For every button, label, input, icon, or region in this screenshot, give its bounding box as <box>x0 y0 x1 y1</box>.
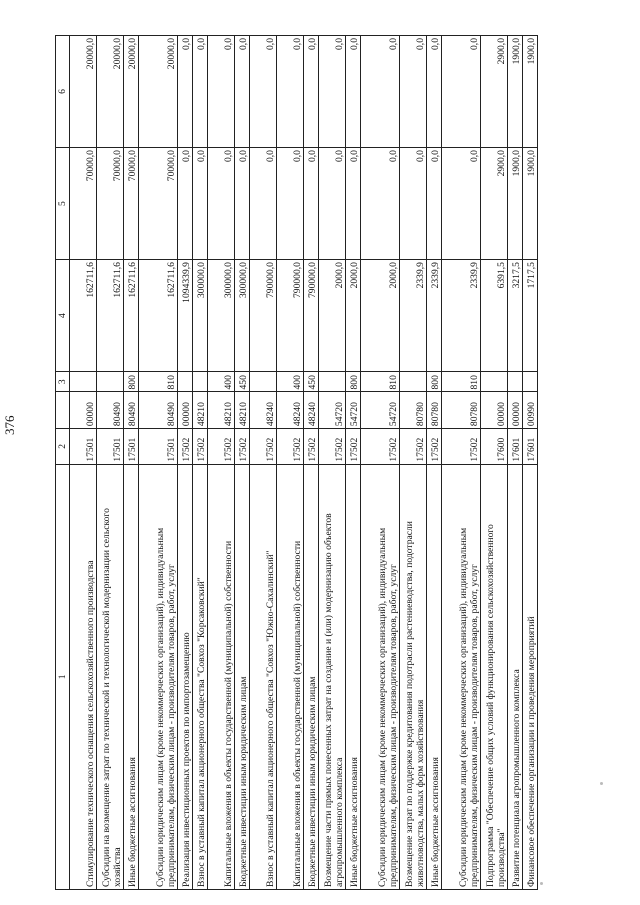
amount-col4-cell: 1717,5 <box>523 260 538 372</box>
row-name-cell: Субсидии юридическим лицам (кроме некоммерческих организаций), индивидуальным предпринимателям, физическим лицам - производителям товаров, работ, услуг <box>361 464 400 889</box>
expense-type-cell <box>193 372 208 392</box>
expense-type-cell: 450 <box>304 372 319 392</box>
row-name-cell: Стимулирование технического оснащения сельскохозяйственного производства <box>70 464 97 889</box>
amount-col6-cell: 0,0 <box>277 36 304 148</box>
row-name-cell: Субсидии на возмещение затрат по технической и технологической модернизации сельского хозяйства <box>97 464 124 889</box>
table-row <box>193 36 208 890</box>
program-code-cell: 17502 <box>427 429 442 465</box>
amount-col6-cell: 0,0 <box>346 36 361 148</box>
amount-col5-cell: 0,0 <box>442 148 481 260</box>
row-name-cell: Возмещение части прямых понесенных затрат на создание и (или) модернизацию объектов агропромышленного комплекса <box>319 464 346 889</box>
expense-type-cell <box>523 372 538 392</box>
row-name-cell: Субсидии юридическим лицам (кроме некоммерческих организаций), индивидуальным предпринимателям, физическим лицам - производителям товаров, работ, услуг <box>139 464 178 889</box>
amount-col4-cell: 300000,0 <box>208 260 235 372</box>
header-row <box>56 36 70 890</box>
amount-col4-cell: 2000,0 <box>361 260 400 372</box>
row-name-cell: Иные бюджетные ассигнования <box>124 464 139 889</box>
direction-code-cell: 48210 <box>235 392 250 429</box>
amount-col6-cell: 0,0 <box>178 36 193 148</box>
direction-code-cell: 54720 <box>319 392 346 429</box>
direction-code-cell: 54720 <box>361 392 400 429</box>
expense-type-cell <box>70 372 97 392</box>
amount-col6-cell: 1900,0 <box>523 36 538 148</box>
expense-type-cell <box>400 372 427 392</box>
row-name-cell: Возмещение затрат по поддержке кредитования подотрасли растениеводства, подотрасли животноводства, малых форм хозяйствования <box>400 464 427 889</box>
table-row <box>70 36 97 890</box>
header-cell: 5 <box>56 148 70 260</box>
program-code-cell: 17502 <box>442 429 481 465</box>
row-name-cell: Взнос в уставный капитал акционерного общества "Совхоз "Корсаковский" <box>193 464 208 889</box>
program-code-cell: 17502 <box>400 429 427 465</box>
table-row <box>277 36 304 890</box>
direction-code-cell: 00000 <box>70 392 97 429</box>
amount-col5-cell: 0,0 <box>400 148 427 260</box>
table-row <box>139 36 178 890</box>
amount-col5-cell: 0,0 <box>193 148 208 260</box>
amount-col6-cell: 0,0 <box>442 36 481 148</box>
amount-col4-cell: 790000,0 <box>277 260 304 372</box>
expense-type-cell: 400 <box>277 372 304 392</box>
row-name-cell: Субсидии юридическим лицам (кроме некоммерческих организаций), индивидуальным предпринимателям, физическим лицам - производителям товаров, работ, услуг <box>442 464 481 889</box>
amount-col4-cell: 1094339,9 <box>178 260 193 372</box>
direction-code-cell: 80780 <box>400 392 427 429</box>
table-row <box>235 36 250 890</box>
header-cell: 6 <box>56 36 70 148</box>
header-cell: 3 <box>56 372 70 392</box>
program-code-cell: 17600 <box>481 429 508 465</box>
table-row <box>481 36 508 890</box>
direction-code-cell: 80780 <box>442 392 481 429</box>
table-row <box>400 36 427 890</box>
amount-col6-cell: 1900,0 <box>508 36 523 148</box>
amount-col6-cell: 0,0 <box>193 36 208 148</box>
direction-code-cell: 54720 <box>346 392 361 429</box>
amount-col4-cell: 790000,0 <box>304 260 319 372</box>
amount-col5-cell: 0,0 <box>427 148 442 260</box>
expense-type-cell: 800 <box>124 372 139 392</box>
amount-col6-cell: 0,0 <box>208 36 235 148</box>
row-name-cell: Иные бюджетные ассигнования <box>427 464 442 889</box>
amount-col4-cell: 3217,5 <box>508 260 523 372</box>
amount-col5-cell: 2900,0 <box>481 148 508 260</box>
scan-speck <box>540 882 543 885</box>
amount-col4-cell: 162711,6 <box>139 260 178 372</box>
header-cell: 4 <box>56 260 70 372</box>
table-row <box>442 36 481 890</box>
row-name-cell: Подпрограмма "Обеспечение общих условий функционирования сельскохозяйственного производства" <box>481 464 508 889</box>
page-number: 376 <box>2 415 17 435</box>
amount-col6-cell: 0,0 <box>400 36 427 148</box>
table-row <box>508 36 523 890</box>
table-row <box>319 36 346 890</box>
table-row <box>208 36 235 890</box>
budget-table <box>55 35 538 890</box>
amount-col5-cell: 0,0 <box>178 148 193 260</box>
program-code-cell: 17502 <box>193 429 208 465</box>
amount-col5-cell: 1900,0 <box>523 148 538 260</box>
expense-type-cell: 800 <box>427 372 442 392</box>
expense-type-cell <box>508 372 523 392</box>
amount-col4-cell: 162711,6 <box>70 260 97 372</box>
table-row <box>346 36 361 890</box>
expense-type-cell <box>97 372 124 392</box>
amount-col5-cell: 70000,0 <box>139 148 178 260</box>
program-code-cell: 17502 <box>178 429 193 465</box>
expense-type-cell: 810 <box>139 372 178 392</box>
amount-col4-cell: 2339,9 <box>427 260 442 372</box>
amount-col6-cell: 20000,0 <box>124 36 139 148</box>
amount-col5-cell: 0,0 <box>361 148 400 260</box>
row-name-cell: Взнос в уставный капитал акционерного общества "Совхоз "Южно-Сахалинский" <box>250 464 277 889</box>
expense-type-cell: 400 <box>208 372 235 392</box>
program-code-cell: 17502 <box>250 429 277 465</box>
row-name-cell: Капитальные вложения в объекты государственной (муниципальной) собственности <box>208 464 235 889</box>
direction-code-cell: 80780 <box>427 392 442 429</box>
program-code-cell: 17501 <box>124 429 139 465</box>
program-code-cell: 17502 <box>361 429 400 465</box>
row-name-cell: Финансовое обеспечение организации и проведения мероприятий <box>523 464 538 889</box>
amount-col4-cell: 790000,0 <box>250 260 277 372</box>
amount-col5-cell: 0,0 <box>304 148 319 260</box>
table-row <box>523 36 538 890</box>
amount-col5-cell: 0,0 <box>250 148 277 260</box>
amount-col5-cell: 1900,0 <box>508 148 523 260</box>
amount-col6-cell: 20000,0 <box>97 36 124 148</box>
program-code-cell: 17502 <box>208 429 235 465</box>
amount-col6-cell: 20000,0 <box>139 36 178 148</box>
table-row <box>361 36 400 890</box>
amount-col6-cell: 0,0 <box>304 36 319 148</box>
table-row <box>97 36 124 890</box>
amount-col4-cell: 2339,9 <box>442 260 481 372</box>
program-code-cell: 17502 <box>277 429 304 465</box>
program-code-cell: 17601 <box>523 429 538 465</box>
amount-col4-cell: 6391,5 <box>481 260 508 372</box>
amount-col6-cell: 0,0 <box>361 36 400 148</box>
amount-col6-cell: 2900,0 <box>481 36 508 148</box>
direction-code-cell: 00000 <box>481 392 508 429</box>
amount-col5-cell: 0,0 <box>346 148 361 260</box>
direction-code-cell: 48240 <box>304 392 319 429</box>
direction-code-cell: 80490 <box>124 392 139 429</box>
direction-code-cell: 48210 <box>208 392 235 429</box>
program-code-cell: 17501 <box>139 429 178 465</box>
direction-code-cell: 80490 <box>97 392 124 429</box>
amount-col4-cell: 162711,6 <box>97 260 124 372</box>
expense-type-cell: 450 <box>235 372 250 392</box>
direction-code-cell: 48240 <box>277 392 304 429</box>
row-name-cell: Бюджетные инвестиции иным юридическим лицам <box>304 464 319 889</box>
program-code-cell: 17502 <box>304 429 319 465</box>
row-name-cell: Капитальные вложения в объекты государственной (муниципальной) собственности <box>277 464 304 889</box>
amount-col6-cell: 0,0 <box>235 36 250 148</box>
direction-code-cell: 00990 <box>523 392 538 429</box>
amount-col4-cell: 162711,6 <box>124 260 139 372</box>
expense-type-cell: 800 <box>346 372 361 392</box>
table-row <box>178 36 193 890</box>
amount-col5-cell: 70000,0 <box>97 148 124 260</box>
direction-code-cell: 48240 <box>250 392 277 429</box>
expense-type-cell <box>178 372 193 392</box>
table-row <box>124 36 139 890</box>
amount-col4-cell: 300000,0 <box>235 260 250 372</box>
amount-col4-cell: 2339,9 <box>400 260 427 372</box>
amount-col4-cell: 2000,0 <box>346 260 361 372</box>
header-cell: 2 <box>56 429 70 465</box>
header-cell: 1 <box>56 464 70 889</box>
program-code-cell: 17601 <box>508 429 523 465</box>
program-code-cell: 17501 <box>70 429 97 465</box>
expense-type-cell <box>250 372 277 392</box>
program-code-cell: 17502 <box>235 429 250 465</box>
scan-speck <box>600 782 603 785</box>
row-name-cell: Бюджетные инвестиции иным юридическим лицам <box>235 464 250 889</box>
amount-col6-cell: 0,0 <box>250 36 277 148</box>
expense-type-cell <box>319 372 346 392</box>
direction-code-cell: 80490 <box>139 392 178 429</box>
table-row <box>304 36 319 890</box>
table-row <box>427 36 442 890</box>
amount-col4-cell: 300000,0 <box>193 260 208 372</box>
amount-col6-cell: 20000,0 <box>70 36 97 148</box>
table-row <box>250 36 277 890</box>
amount-col6-cell: 0,0 <box>427 36 442 148</box>
amount-col6-cell: 0,0 <box>319 36 346 148</box>
expense-type-cell <box>481 372 508 392</box>
amount-col5-cell: 0,0 <box>208 148 235 260</box>
program-code-cell: 17502 <box>319 429 346 465</box>
amount-col4-cell: 2000,0 <box>319 260 346 372</box>
amount-col5-cell: 0,0 <box>319 148 346 260</box>
direction-code-cell: 00000 <box>508 392 523 429</box>
amount-col5-cell: 70000,0 <box>70 148 97 260</box>
amount-col5-cell: 0,0 <box>235 148 250 260</box>
expense-type-cell: 810 <box>361 372 400 392</box>
amount-col5-cell: 0,0 <box>277 148 304 260</box>
direction-code-cell: 00000 <box>178 392 193 429</box>
row-name-cell: Реализация инвестиционных проектов по импортозамещению <box>178 464 193 889</box>
expense-type-cell: 810 <box>442 372 481 392</box>
row-name-cell: Развитие потенциала агропромышленного комплекса <box>508 464 523 889</box>
program-code-cell: 17502 <box>346 429 361 465</box>
amount-col5-cell: 70000,0 <box>124 148 139 260</box>
header-cell <box>56 392 70 429</box>
row-name-cell: Иные бюджетные ассигнования <box>346 464 361 889</box>
program-code-cell: 17501 <box>97 429 124 465</box>
direction-code-cell: 48210 <box>193 392 208 429</box>
